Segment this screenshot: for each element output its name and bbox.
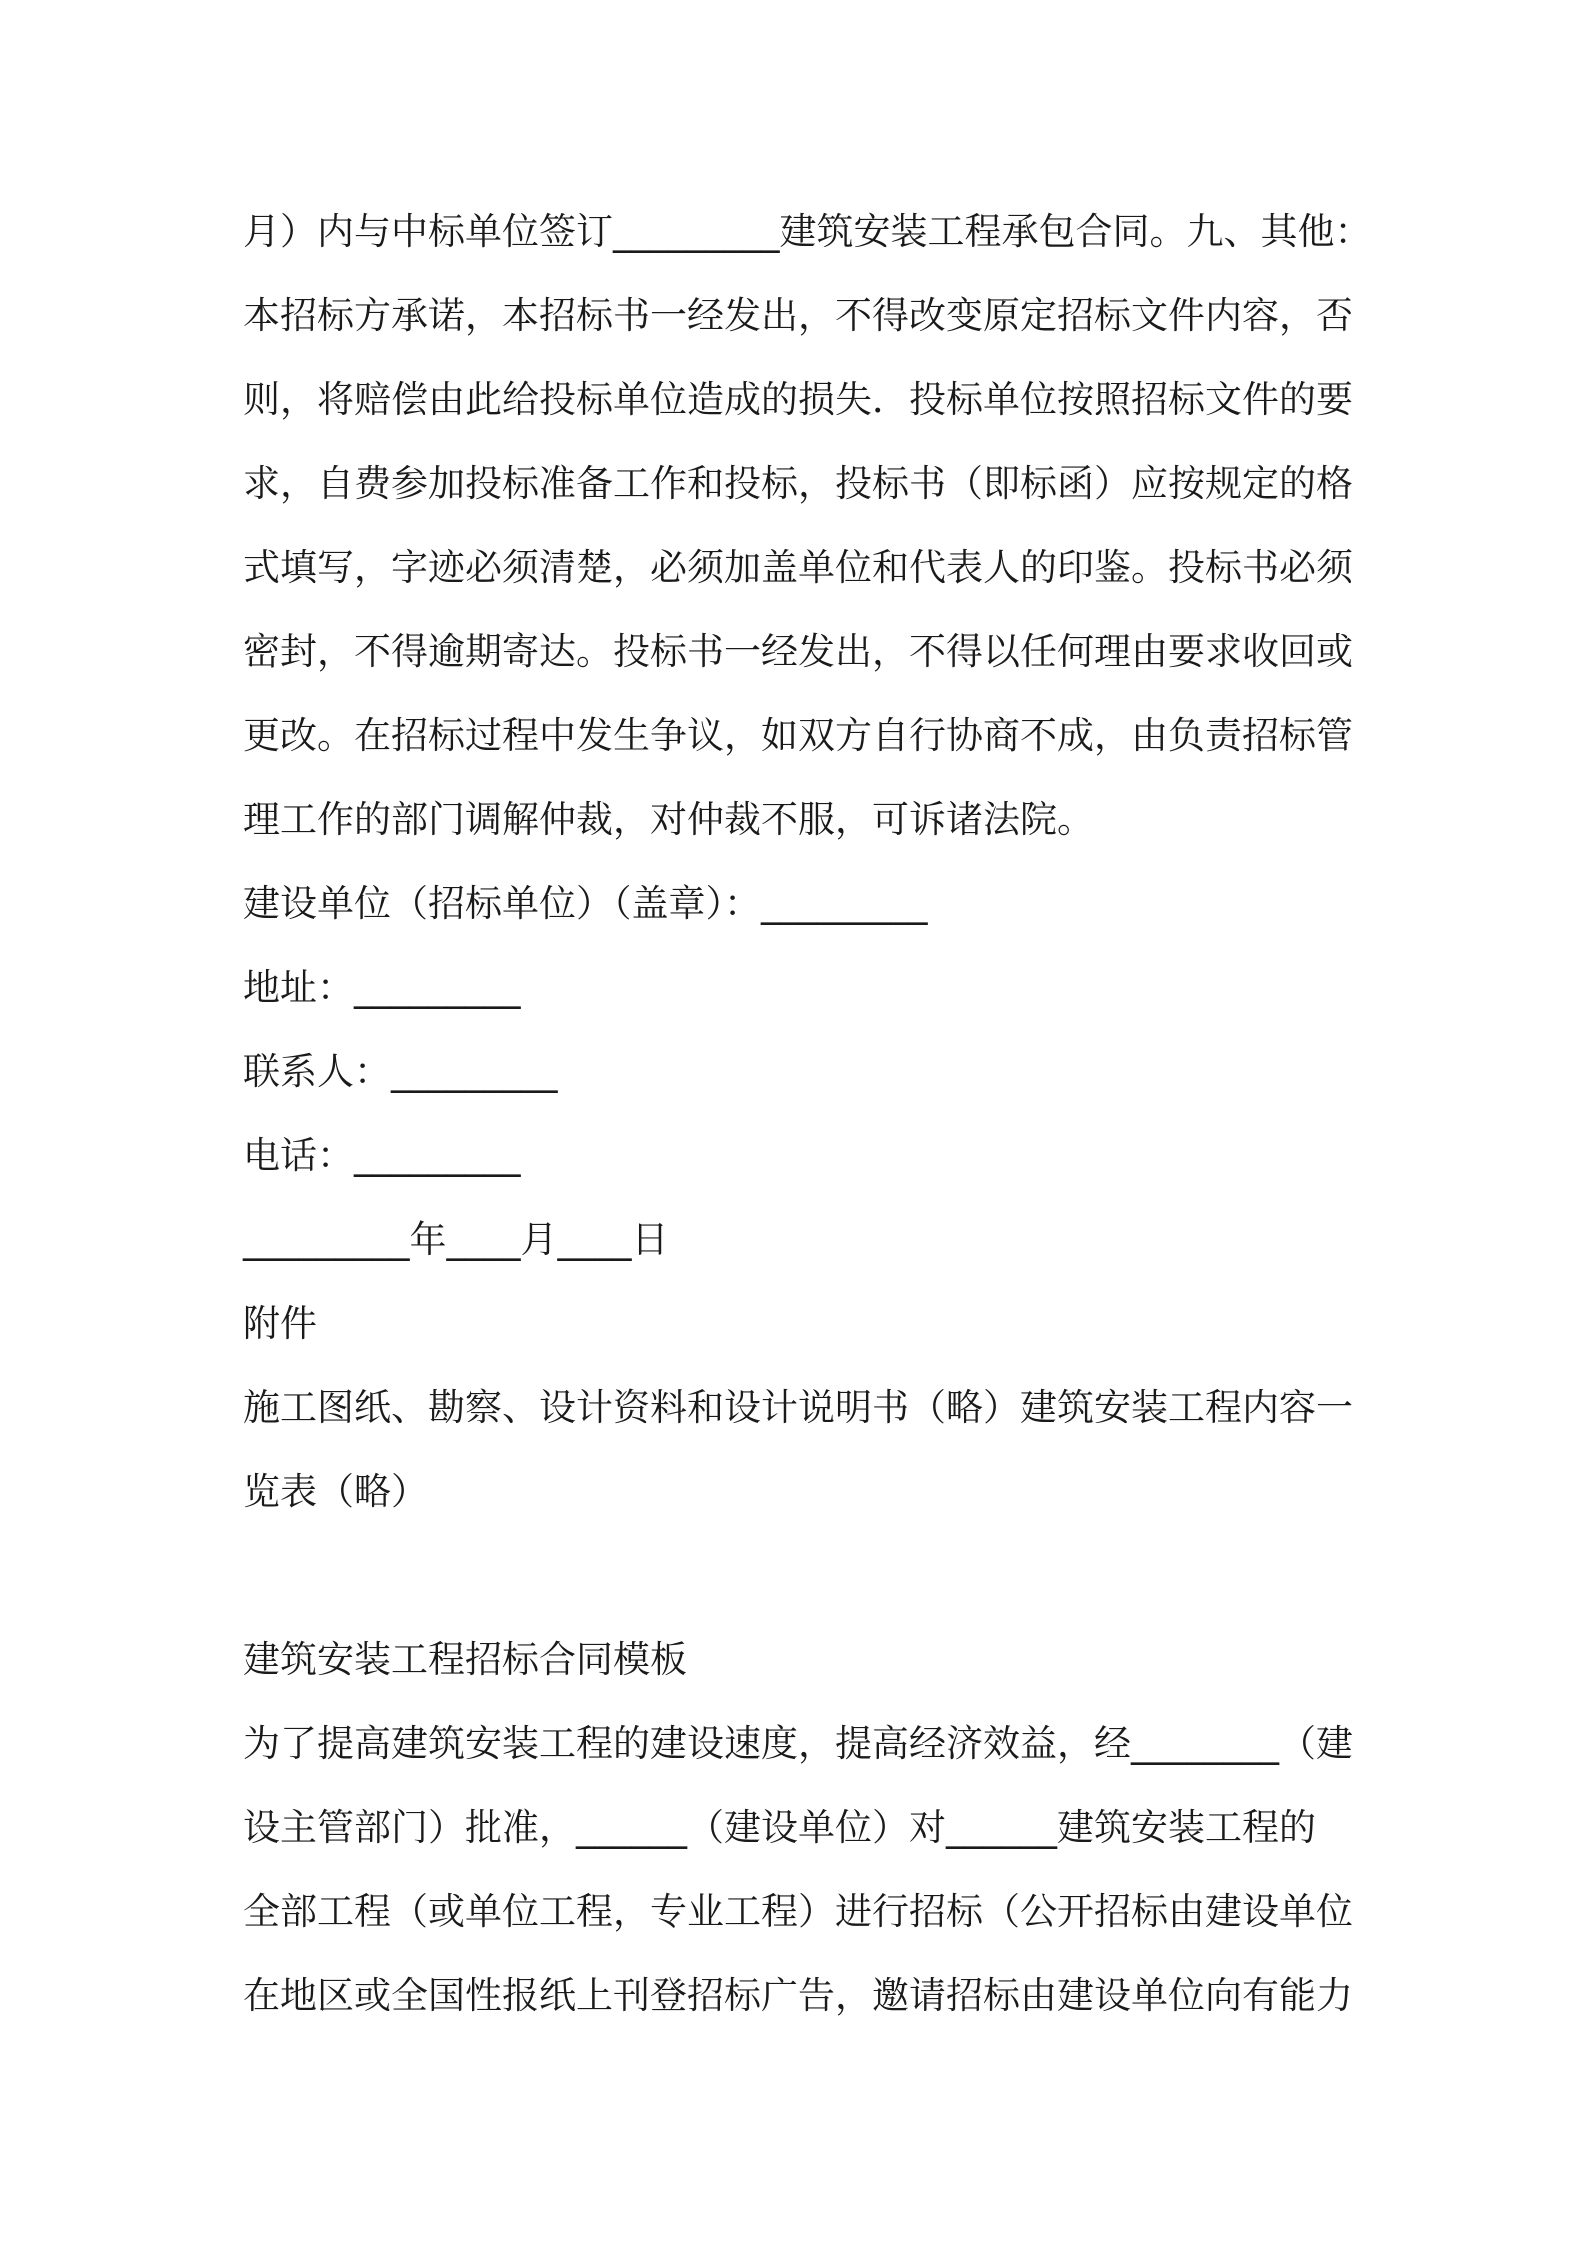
- attachment-heading: 附件: [243, 1302, 317, 1345]
- paragraph-line: 密封，不得逾期寄达。投标书一经发出，不得以任何理由要求收回或: [243, 630, 1353, 673]
- section-one-paragraph: [243, 190, 1372, 862]
- document-page: [243, 190, 1372, 2038]
- paragraph-line: 本招标方承诺，本招标书一经发出，不得改变原定招标文件内容，否: [243, 294, 1353, 337]
- paragraph-line: 求，自费参加投标准备工作和投标，投标书（即标函）应按规定的格: [243, 462, 1353, 505]
- attachment-line: 览表（略）: [243, 1470, 428, 1513]
- paragraph-line: 在地区或全国性报纸上刊登招标广告，邀请招标由建设单位向有能力: [243, 1974, 1353, 2017]
- paragraph-line: 式填写，字迹必须清楚，必须加盖单位和代表人的印鉴。投标书必须: [243, 546, 1353, 589]
- paragraph-line: 设主管部门）批准，______（建设单位）对______建筑安装工程的: [243, 1806, 1316, 1849]
- paragraph-line: 则，将赔偿由此给投标单位造成的损失．投标单位按照招标文件的要: [243, 378, 1353, 421]
- paragraph-line: 更改。在招标过程中发生争议，如双方自行协商不成，由负责招标管: [243, 714, 1353, 757]
- paragraph-line: 月）内与中标单位签订_________建筑安装工程承包合同。九、其他：: [243, 210, 1372, 253]
- paragraph-line: 理工作的部门调解仲裁，对仲裁不服，可诉诸法院。: [243, 798, 1094, 841]
- construction-unit-field: 建设单位（招标单位）（盖章）：_________: [243, 882, 928, 925]
- section-title: 建筑安装工程招标合同模板: [243, 1638, 687, 1681]
- phone-field: 电话：_________: [243, 1134, 521, 1177]
- section-spacer: [243, 1534, 1353, 1618]
- date-field: _________年____月____日: [243, 1218, 669, 1261]
- contact-field: 联系人：_________: [243, 1050, 558, 1093]
- paragraph-line: 为了提高建筑安装工程的建设速度，提高经济效益，经________（建: [243, 1722, 1353, 1765]
- attachment-line: 施工图纸、勘察、设计资料和设计说明书（略）建筑安装工程内容一: [243, 1386, 1353, 1429]
- paragraph-line: 全部工程（或单位工程，专业工程）进行招标（公开招标由建设单位: [243, 1890, 1353, 1933]
- signature-block: [243, 862, 1353, 1282]
- address-field: 地址：_________: [243, 966, 521, 1009]
- section-two: [243, 1618, 1353, 2038]
- attachment-section: [243, 1282, 1353, 1534]
